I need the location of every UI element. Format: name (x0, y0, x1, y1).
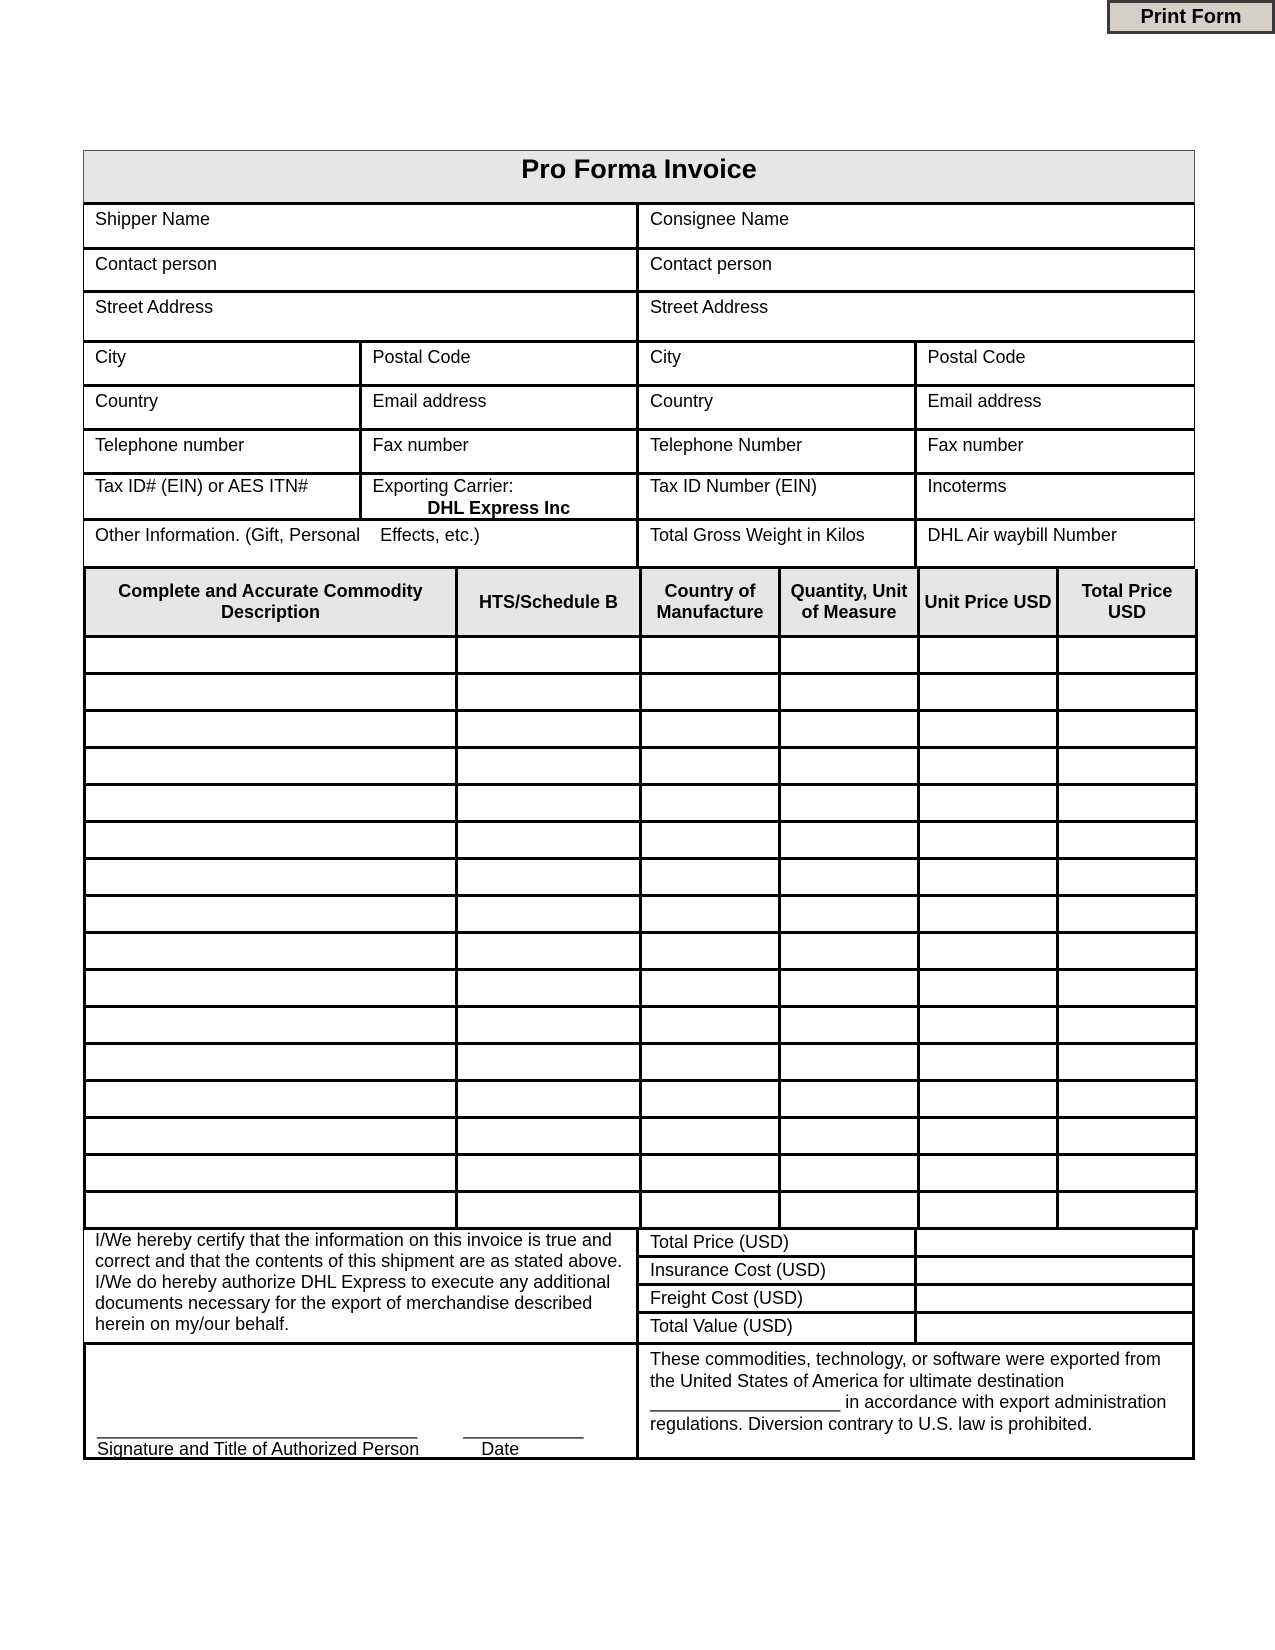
total-price-cell[interactable] (1058, 1044, 1197, 1081)
country-cell[interactable] (641, 1192, 780, 1229)
date-caption: Date (481, 1439, 520, 1459)
consignee-phone-field[interactable] (639, 431, 917, 472)
commodity-table (83, 569, 1198, 1230)
description-cell[interactable] (85, 1044, 457, 1081)
unit-price-cell[interactable] (919, 674, 1058, 711)
total-price-cell[interactable] (1058, 896, 1197, 933)
phone-row (83, 431, 1195, 475)
unit-price-cell[interactable] (919, 822, 1058, 859)
consignee-contact-field[interactable] (639, 250, 1194, 290)
exporting-carrier-field (362, 475, 640, 518)
unit-price-cell[interactable] (919, 896, 1058, 933)
hts-cell[interactable] (457, 933, 641, 970)
shipper-postal-field[interactable] (362, 343, 640, 384)
insurance-row (639, 1258, 1195, 1286)
total-price-label: Total Price (USD) (639, 1230, 917, 1255)
other-info-field[interactable] (84, 521, 639, 566)
hts-cell[interactable] (457, 1155, 641, 1192)
quantity-cell[interactable] (780, 1007, 919, 1044)
street-row (83, 293, 1195, 343)
hts-cell[interactable] (457, 859, 641, 896)
quantity-cell[interactable] (780, 822, 919, 859)
description-cell[interactable] (85, 637, 457, 674)
shipper-tax-field[interactable] (84, 475, 362, 518)
quantity-cell[interactable] (780, 1155, 919, 1192)
export-statement: These commodities, technology, or software were exported from the United States of America for ultimate destination ___________________ in accordance with export administration regulations. Diversion contrary to U.S. law is prohibited. (639, 1345, 1195, 1457)
unit-price-cell[interactable] (919, 933, 1058, 970)
unit-price-cell[interactable] (919, 1007, 1058, 1044)
consignee-tax-label: Tax ID Number (EIN) (650, 476, 818, 496)
freight-label: Freight Cost (USD) (639, 1286, 917, 1311)
country-cell[interactable] (641, 748, 780, 785)
form-title: Pro Forma Invoice (83, 150, 1195, 205)
insurance-field[interactable] (917, 1258, 1195, 1283)
unit-price-cell[interactable] (919, 748, 1058, 785)
consignee-fax-label: Fax number (927, 435, 1024, 455)
unit-price-cell[interactable] (919, 970, 1058, 1007)
header-quantity: Quantity, Unit of Measure (780, 569, 919, 637)
unit-price-cell[interactable] (919, 1192, 1058, 1229)
hts-cell[interactable] (457, 1118, 641, 1155)
country-cell[interactable] (641, 674, 780, 711)
hts-cell[interactable] (457, 711, 641, 748)
total-value-label: Total Value (USD) (639, 1314, 917, 1342)
totals-block (639, 1230, 1195, 1342)
country-row (83, 387, 1195, 431)
consignee-tax-field[interactable] (639, 475, 917, 518)
consignee-email-label: Email address (927, 391, 1042, 411)
shipper-name-label: Shipper Name (95, 209, 211, 229)
quantity-cell[interactable] (780, 1044, 919, 1081)
consignee-name-label: Consignee Name (650, 209, 790, 229)
country-cell[interactable] (641, 1155, 780, 1192)
total-price-cell[interactable] (1058, 637, 1197, 674)
total-price-cell[interactable] (1058, 1155, 1197, 1192)
quantity-cell[interactable] (780, 896, 919, 933)
total-price-cell[interactable] (1058, 822, 1197, 859)
pro-forma-invoice-form (83, 150, 1195, 1460)
hts-cell[interactable] (457, 1192, 641, 1229)
hts-cell[interactable] (457, 1081, 641, 1118)
shipper-street-label: Street Address (95, 297, 214, 317)
tax-row (83, 475, 1195, 521)
hts-cell[interactable] (457, 970, 641, 1007)
description-cell[interactable] (85, 1007, 457, 1044)
quantity-cell[interactable] (780, 711, 919, 748)
table-row (85, 859, 1197, 896)
quantity-cell[interactable] (780, 859, 919, 896)
quantity-cell[interactable] (780, 1192, 919, 1229)
unit-price-cell[interactable] (919, 859, 1058, 896)
shipper-name-field[interactable] (84, 205, 639, 247)
quantity-cell[interactable] (780, 637, 919, 674)
commodity-header-row (85, 569, 1197, 637)
country-cell[interactable] (641, 859, 780, 896)
freight-row (639, 1286, 1195, 1314)
total-price-cell[interactable] (1058, 1192, 1197, 1229)
total-price-cell[interactable] (1058, 933, 1197, 970)
description-cell[interactable] (85, 1118, 457, 1155)
insurance-label: Insurance Cost (USD) (639, 1258, 917, 1283)
commodity-rows (85, 637, 1197, 1229)
description-cell[interactable] (85, 822, 457, 859)
hts-cell[interactable] (457, 1007, 641, 1044)
table-row (85, 1155, 1197, 1192)
exporting-carrier-label: Exporting Carrier: (372, 476, 514, 496)
consignee-country-field[interactable] (639, 387, 917, 428)
shipper-phone-label: Telephone number (95, 435, 245, 455)
quantity-cell[interactable] (780, 1118, 919, 1155)
quantity-cell[interactable] (780, 933, 919, 970)
signature-captions (97, 1439, 519, 1460)
header-unit-price: Unit Price USD (919, 569, 1058, 637)
consignee-city-label: City (650, 347, 681, 367)
table-row (85, 1044, 1197, 1081)
consignee-contact-label: Contact person (650, 254, 773, 274)
shipper-fax-field[interactable] (362, 431, 640, 472)
city-row (83, 343, 1195, 387)
shipper-city-label: City (95, 347, 126, 367)
shipper-tax-label: Tax ID# (EIN) or AES ITN# (95, 476, 309, 496)
description-cell[interactable] (85, 1081, 457, 1118)
total-price-cell[interactable] (1058, 1118, 1197, 1155)
header-hts: HTS/Schedule B (457, 569, 641, 637)
unit-price-cell[interactable] (919, 637, 1058, 674)
quantity-cell[interactable] (780, 748, 919, 785)
consignee-street-field[interactable] (639, 293, 1194, 340)
description-cell[interactable] (85, 933, 457, 970)
consignee-postal-label: Postal Code (927, 347, 1026, 367)
description-cell[interactable] (85, 859, 457, 896)
hts-cell[interactable] (457, 1044, 641, 1081)
total-price-cell[interactable] (1058, 785, 1197, 822)
contact-row (83, 250, 1195, 293)
freight-field[interactable] (917, 1286, 1195, 1311)
total-value-row (639, 1314, 1195, 1342)
certification-text: I/We hereby certify that the information on this invoice is true and correct and that the contents of this shipment are as stated above. I/We do hereby authorize DHL Express to execute any additional documents necessary for the export of merchandise described herein on my/our behalf. (83, 1230, 639, 1342)
table-row (85, 1192, 1197, 1229)
hts-cell[interactable] (457, 637, 641, 674)
table-row (85, 1081, 1197, 1118)
unit-price-cell[interactable] (919, 785, 1058, 822)
shipper-city-field[interactable] (84, 343, 362, 384)
description-cell[interactable] (85, 970, 457, 1007)
shipper-street-field[interactable] (84, 293, 639, 340)
total-price-row (639, 1230, 1195, 1258)
total-price-cell[interactable] (1058, 1081, 1197, 1118)
gross-weight-field[interactable] (639, 521, 917, 566)
table-row (85, 674, 1197, 711)
table-row (85, 711, 1197, 748)
shipper-contact-label: Contact person (95, 254, 218, 274)
certification-totals-section (83, 1230, 1195, 1342)
country-cell[interactable] (641, 637, 780, 674)
table-row (85, 637, 1197, 674)
description-cell[interactable] (85, 748, 457, 785)
consignee-phone-label: Telephone Number (650, 435, 803, 455)
signature-lines (97, 1419, 584, 1440)
table-row (85, 785, 1197, 822)
consignee-email-field[interactable] (917, 387, 1195, 428)
header-total-price: Total Price USD (1058, 569, 1197, 637)
hts-cell[interactable] (457, 822, 641, 859)
table-row (85, 1118, 1197, 1155)
total-price-field[interactable] (917, 1230, 1195, 1255)
signature-caption: Signature and Title of Authorized Person (97, 1439, 420, 1459)
shipper-postal-label: Postal Code (372, 347, 471, 367)
hts-cell[interactable] (457, 785, 641, 822)
table-row (85, 933, 1197, 970)
table-row (85, 822, 1197, 859)
table-row (85, 748, 1197, 785)
consignee-postal-field[interactable] (917, 343, 1195, 384)
date-line: ____________ (463, 1419, 584, 1439)
unit-price-cell[interactable] (919, 1081, 1058, 1118)
unit-price-cell[interactable] (919, 1155, 1058, 1192)
waybill-label: DHL Air waybill Number (927, 525, 1117, 545)
description-cell[interactable] (85, 896, 457, 933)
other-info-row (83, 521, 1195, 569)
signature-block[interactable] (83, 1345, 639, 1457)
incoterms-label: Incoterms (927, 476, 1007, 496)
table-row (85, 970, 1197, 1007)
total-value-field[interactable] (917, 1314, 1195, 1342)
description-cell[interactable] (85, 1192, 457, 1229)
total-price-cell[interactable] (1058, 711, 1197, 748)
consignee-street-label: Street Address (650, 297, 769, 317)
shipper-country-field[interactable] (84, 387, 362, 428)
signature-section (83, 1342, 1195, 1460)
hts-cell[interactable] (457, 748, 641, 785)
consignee-country-label: Country (650, 391, 714, 411)
shipper-country-label: Country (95, 391, 159, 411)
print-form-button[interactable]: Print Form (1107, 0, 1275, 34)
waybill-field[interactable] (917, 521, 1195, 566)
quantity-cell[interactable] (780, 1081, 919, 1118)
country-cell[interactable] (641, 970, 780, 1007)
country-cell[interactable] (641, 1007, 780, 1044)
exporting-carrier-value: DHL Express Inc (427, 498, 571, 518)
shipper-email-field[interactable] (362, 387, 640, 428)
description-cell[interactable] (85, 1155, 457, 1192)
name-row (83, 205, 1195, 250)
country-cell[interactable] (641, 896, 780, 933)
total-price-cell[interactable] (1058, 748, 1197, 785)
consignee-name-field[interactable] (639, 205, 1194, 247)
unit-price-cell[interactable] (919, 1118, 1058, 1155)
country-cell[interactable] (641, 933, 780, 970)
total-price-cell[interactable] (1058, 970, 1197, 1007)
table-row (85, 1007, 1197, 1044)
country-cell[interactable] (641, 1081, 780, 1118)
hts-cell[interactable] (457, 896, 641, 933)
unit-price-cell[interactable] (919, 711, 1058, 748)
unit-price-cell[interactable] (919, 1044, 1058, 1081)
gross-weight-label: Total Gross Weight in Kilos (649, 525, 865, 545)
country-cell[interactable] (641, 822, 780, 859)
quantity-cell[interactable] (780, 785, 919, 822)
other-info-label: Other Information. (Gift, Personal Effects, etc.) (95, 525, 480, 545)
country-cell[interactable] (641, 711, 780, 748)
header-country-manufacture: Country of Manufacture (641, 569, 780, 637)
description-cell[interactable] (85, 785, 457, 822)
description-cell[interactable] (85, 674, 457, 711)
country-cell[interactable] (641, 1044, 780, 1081)
incoterms-field[interactable] (917, 475, 1195, 518)
total-price-cell[interactable] (1058, 859, 1197, 896)
header-description: Complete and Accurate Commodity Description (85, 569, 457, 637)
consignee-fax-field[interactable] (917, 431, 1195, 472)
quantity-cell[interactable] (780, 674, 919, 711)
country-cell[interactable] (641, 1118, 780, 1155)
hts-cell[interactable] (457, 674, 641, 711)
signature-line: ________________________________ (97, 1419, 418, 1439)
shipper-email-label: Email address (372, 391, 487, 411)
shipper-phone-field[interactable] (84, 431, 362, 472)
shipper-contact-field[interactable] (84, 250, 639, 290)
total-price-cell[interactable] (1058, 1007, 1197, 1044)
shipper-fax-label: Fax number (372, 435, 469, 455)
consignee-city-field[interactable] (639, 343, 917, 384)
quantity-cell[interactable] (780, 970, 919, 1007)
total-price-cell[interactable] (1058, 674, 1197, 711)
description-cell[interactable] (85, 711, 457, 748)
table-row (85, 896, 1197, 933)
country-cell[interactable] (641, 785, 780, 822)
